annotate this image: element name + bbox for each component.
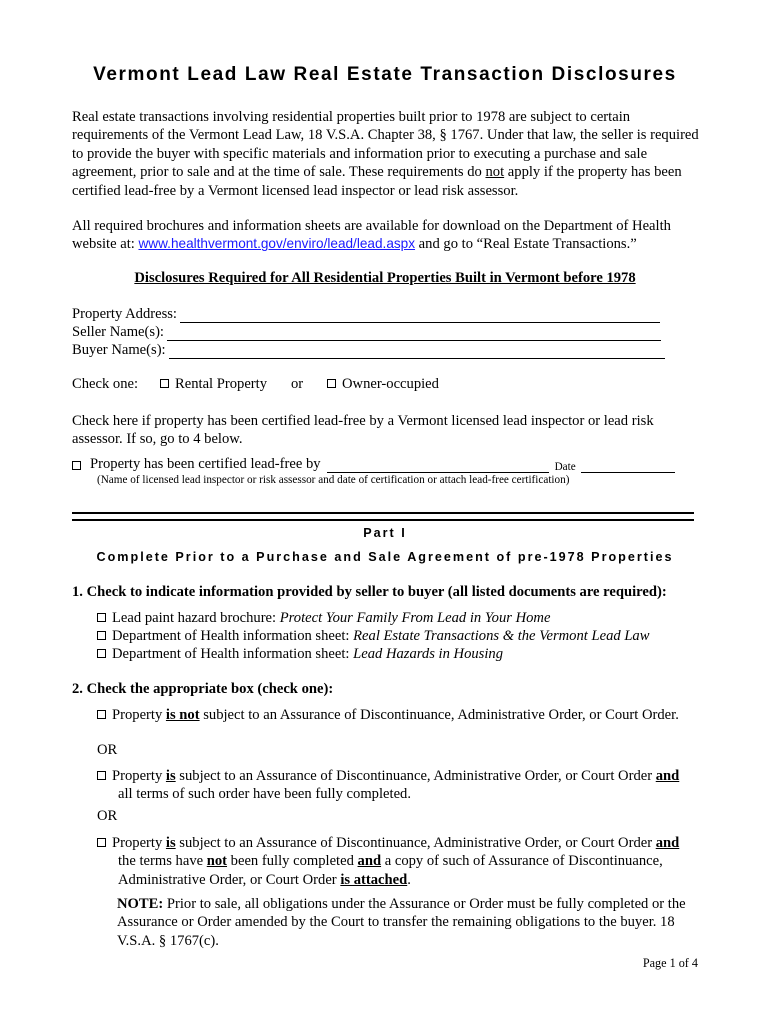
- page-title: Vermont Lead Law Real Estate Transaction Disclosures: [93, 64, 677, 85]
- question-1-heading: 1. Check to indicate information provided by seller to buyer (all listed documents are required):: [72, 584, 667, 600]
- q2-opt3-text-e: the terms have: [118, 853, 207, 870]
- seller-name-row: [72, 323, 702, 341]
- date-label: Date: [554, 461, 576, 473]
- q2-opt1-text-a: Property: [112, 707, 166, 723]
- disclosures-heading: Disclosures Required for All Residential Properties Built in Vermont before 1978: [134, 270, 636, 286]
- real-estate-sheet-checkbox[interactable]: [97, 631, 106, 640]
- q1-item-3-title: Lead Hazards in Housing: [353, 646, 503, 662]
- q2-option-not-subject: [97, 706, 687, 724]
- intro-paragraph-2: [72, 217, 702, 254]
- q1-item-real-estate-sheet: [97, 627, 697, 645]
- page-number: Page 1 of 4: [642, 956, 698, 970]
- q2-opt3-text-i: a copy of such of Assurance of Discontinuance, Administrative Order, or Court Order: [118, 853, 663, 888]
- seller-name-label: Seller Name(s):: [72, 324, 164, 340]
- buyer-name-label: Buyer Name(s):: [72, 342, 166, 358]
- q1-item-1-prefix: Lead paint hazard brochure:: [112, 610, 280, 626]
- intro-not-emphasis: not: [485, 164, 505, 181]
- intro2-text-a: All required brochures and information sheets are available for download on the Department of Health website at:: [72, 218, 671, 253]
- subject-attached-checkbox[interactable]: [97, 838, 106, 847]
- hazards-sheet-checkbox[interactable]: [97, 649, 106, 658]
- q2-opt3-text-k: .: [407, 871, 411, 888]
- q2-opt2-emphasis-is: is: [165, 768, 176, 784]
- certified-lead-free-label: Property has been certified lead-free by: [90, 456, 321, 472]
- section-divider: [72, 512, 694, 521]
- inspector-name-field[interactable]: [327, 457, 549, 473]
- certified-row: [72, 456, 675, 473]
- not-subject-checkbox[interactable]: [97, 710, 106, 719]
- q1-item-2-prefix: Department of Health information sheet:: [112, 628, 354, 644]
- owner-occupied-label: Owner-occupied: [342, 376, 439, 392]
- subject-completed-checkbox[interactable]: [97, 771, 106, 780]
- q2-or-2: OR: [97, 808, 118, 824]
- q2-opt1-emphasis: is not: [165, 707, 200, 723]
- q2-opt3-text-c: subject to an Assurance of Discontinuance, Administrative Order, or Court Order: [175, 835, 656, 851]
- q2-opt2-text-c: subject to an Assurance of Discontinuance, Administrative Order, or Court Order: [175, 768, 656, 784]
- q2-opt3-text-a: Property: [112, 835, 166, 851]
- q1-item-1-title: Protect Your Family From Lead in Your Home: [279, 610, 551, 626]
- intro-paragraph-1: [72, 108, 702, 200]
- rental-property-checkbox[interactable]: [160, 379, 169, 388]
- q1-item-hazards-sheet: [97, 645, 697, 663]
- intro2-text-b: and go to “Real Estate Transactions.”: [415, 236, 637, 253]
- q1-item-brochure: [97, 609, 697, 627]
- q2-opt3-emphasis-attached: is attached: [340, 871, 408, 888]
- q2-opt3-emphasis-and-2: and: [357, 853, 382, 870]
- certified-lead-free-checkbox[interactable]: [72, 461, 81, 470]
- check-one-or: or: [291, 376, 304, 392]
- health-website-link[interactable]: www.healthvermont.gov/enviro/lead/lead.aspx: [138, 236, 416, 252]
- certification-date-field[interactable]: [581, 457, 675, 473]
- rental-property-option[interactable]: [160, 376, 267, 393]
- part-label: Part I: [363, 526, 407, 540]
- question-2-heading: 2. Check the appropriate box (check one):: [72, 681, 334, 697]
- q2-opt3-emphasis-and: and: [655, 835, 680, 851]
- q2-opt2-text-a: Property: [112, 768, 166, 784]
- seller-name-field[interactable]: [167, 325, 661, 341]
- intro-text-a: Real estate transactions involving residential properties built prior to 1978 are subject to certain requirements of the Vermont Lead Law, 18 V.S.A. Chapter 38, § 1767. Under that law, the seller is required to provide the buyer with specific materials and information prior to executing a purchase and sale agreement, prior to sale and at the time of sale. These requirements do: [72, 109, 699, 181]
- q2-opt3-emphasis-not: not: [206, 853, 228, 870]
- property-address-label: Property Address:: [72, 306, 177, 322]
- rental-property-label: Rental Property: [175, 376, 268, 392]
- part-subtitle: Complete Prior to a Purchase and Sale Agreement of pre-1978 Properties: [96, 550, 674, 564]
- q2-option-subject-completed: [97, 767, 687, 804]
- buyer-name-field[interactable]: [169, 343, 665, 359]
- certified-note: (Name of licensed lead inspector or risk assessor and date of certification or attach lead-free certification): [97, 474, 570, 486]
- property-address-field[interactable]: [180, 307, 660, 323]
- check-one-label: Check one:: [72, 376, 139, 392]
- property-address-row: [72, 305, 702, 323]
- q2-opt2-emphasis-and: and: [655, 768, 680, 784]
- q2-option-subject-attached: [97, 834, 687, 889]
- note-text: Prior to sale, all obligations under the Assurance or Order must be fully completed or the Assurance or Order amended by the Court to transfer the remaining obligations to the buyer. 18 V.S.A. § 1767(c).: [117, 896, 686, 949]
- intro-text-b: apply if the property has been certified lead-free by a Vermont licensed lead inspector or lead risk assessor.: [72, 164, 682, 199]
- q2-opt3-emphasis-is: is: [165, 835, 176, 851]
- q2-opt1-text-c: subject to an Assurance of Discontinuance, Administrative Order, or Court Order.: [199, 707, 679, 723]
- q2-note: [117, 895, 707, 950]
- q2-or-1: OR: [97, 742, 118, 758]
- brochure-checkbox[interactable]: [97, 613, 106, 622]
- q2-opt2-text-e: all terms of such order have been fully completed.: [118, 786, 411, 803]
- certified-instruction: Check here if property has been certified lead-free by a Vermont licensed lead inspector or lead risk assessor. If so, go to 4 below.: [72, 413, 654, 448]
- note-label: NOTE:: [117, 896, 164, 912]
- q1-item-2-title: Real Estate Transactions & the Vermont Lead Law: [353, 628, 650, 644]
- buyer-name-row: [72, 341, 702, 359]
- q2-opt3-text-g: been fully completed: [227, 853, 358, 870]
- owner-occupied-option[interactable]: [327, 376, 439, 393]
- owner-occupied-checkbox[interactable]: [327, 379, 336, 388]
- q1-item-3-prefix: Department of Health information sheet:: [112, 646, 354, 662]
